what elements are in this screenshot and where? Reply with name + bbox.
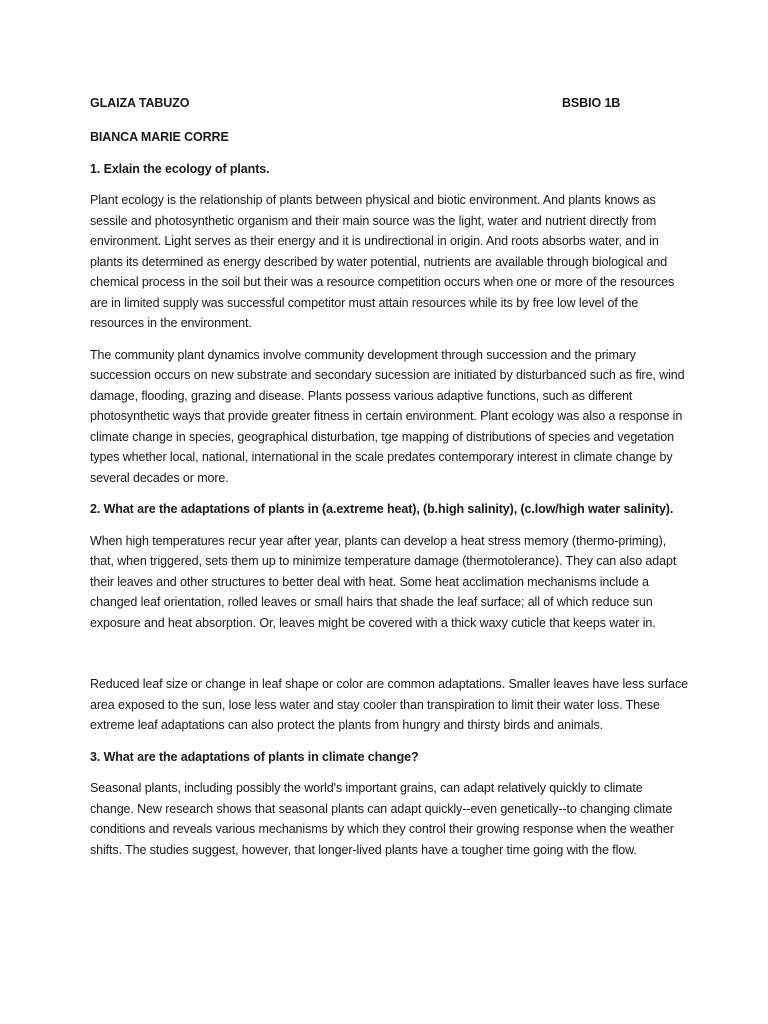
answer-3-paragraph-1: Seasonal plants, including possibly the world's important grains, can adapt relatively quickly to climate change. New research shows that seasonal plants can adapt quickly--even genetically--to changing climate conditions and reveals various mechanisms by which they control their growing response when the weather shifts. The studies suggest, however, that longer-lived plants have a tougher time going with the flow. [90, 781, 674, 857]
section-label: BSBIO 1B [562, 96, 621, 110]
answer-2-paragraph-2: Reduced leaf size or change in leaf shape or color are common adaptations. Smaller leaves have less surface area exposed to the sun, lose less water and stay cooler than transpiration to limit their water loss. These extreme leaf adaptations can also protect the plants from hungry and thirsty birds and animals. [90, 677, 688, 732]
question-3: 3. What are the adaptations of plants in climate change? [90, 749, 419, 764]
student-name-2: BIANCA MARIE CORRE [90, 130, 229, 144]
answer-1-paragraph-2: The community plant dynamics involve community development through succession and the primary succession occurs on new substrate and secondary sucession are initiated by disturbanced such as fire, wind damage, flooding, grazing and disease. Plants possess various adaptive functions, such as different photosynthetic ways that provide greater fitness in certain environment. Plant ecology was also a response in climate change in species, geographical disturbation, tge mapping of distributions of species and vegetation types whether local, national, international in the scale predates contemporary interest in climate change by several decades or more. [90, 347, 685, 485]
header-row [90, 93, 688, 113]
document-body [90, 93, 688, 871]
question-2: 2. What are the adaptations of plants in (a.extreme heat), (b.high salinity), (c.low/high water salinity). [90, 502, 674, 516]
student-name-1: GLAIZA TABUZO [90, 96, 190, 110]
answer-2-paragraph-1: When high temperatures recur year after year, plants can develop a heat stress memory (thermo-priming), that, when triggered, sets them up to minimize temperature damage (thermotolerance). They can also adapt their leaves and other structures to better deal with heat. Some heat acclimation mechanisms include a changed leaf orientation, rolled leaves or small hairs that shade the leaf surface; all of which reduce sun exposure and heat absorption. Or, leaves might be covered with a thick waxy cuticle that keeps water in. [90, 533, 677, 630]
question-1: 1. Exlain the ecology of plants. [90, 161, 270, 176]
blank-spacer [90, 644, 688, 674]
answer-1-paragraph-1: Plant ecology is the relationship of plants between physical and biotic environment. And plants knows as sessile and photosynthetic organism and their main source was the light, water and nutrient directly from environment. Light serves as their energy and it is undirectional in origin. And roots absorbs water, and in plants its determined as energy described by water potential, nutrients are available through biological and chemical process in the soil but their was a resource competition occurs when one or more of the resources are in limited supply was successful competitor must attain resources while its by free low level of the resources in the environment. [90, 193, 675, 330]
